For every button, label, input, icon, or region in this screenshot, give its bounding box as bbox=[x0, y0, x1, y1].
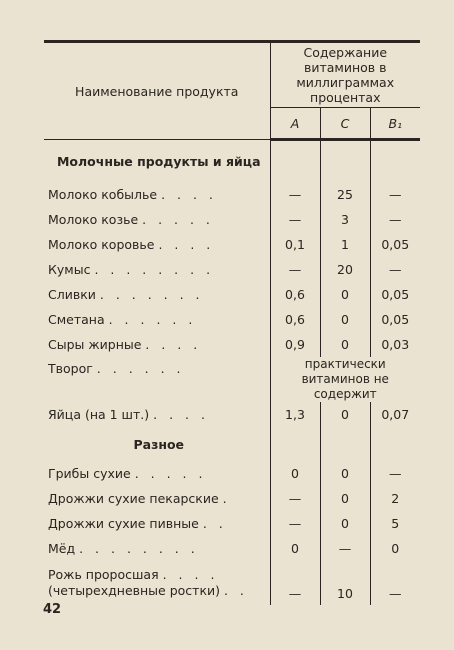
cell-b1: — bbox=[389, 187, 402, 202]
cell-c: 0 bbox=[320, 461, 370, 486]
table-row: Дрожжи сухие пивные . . — 0 5 bbox=[44, 511, 420, 536]
table-row: Молоко коровье . . . . 0,1 1 0,05 bbox=[44, 232, 420, 257]
header-vitamin-content: Содержание витаминов в миллиграммах процентах bbox=[270, 42, 420, 108]
cell-c: 0 bbox=[320, 282, 370, 307]
row-name: Грибы сухие bbox=[48, 466, 131, 481]
table-row: Молоко козье . . . . . — 3 — bbox=[44, 207, 420, 232]
cell-a: — bbox=[288, 187, 302, 202]
cell-b1: — bbox=[389, 262, 402, 277]
cell-c: 0 bbox=[320, 332, 370, 357]
cell-a: 0 bbox=[291, 466, 299, 481]
table-row: Сыры жирные . . . . 0,9 0 0,03 bbox=[44, 332, 420, 357]
table-row: Сметана . . . . . . 0,6 0 0,05 bbox=[44, 307, 420, 332]
cell-b1: 0,07 bbox=[381, 407, 410, 422]
cell-c: 0 bbox=[320, 307, 370, 332]
cell-c: 10 bbox=[320, 561, 370, 605]
cell-b1: — bbox=[389, 466, 402, 481]
row-name: Молоко козье bbox=[48, 212, 139, 227]
table-row: Яйца (на 1 шт.) . . . . 1,3 0 0,07 bbox=[44, 402, 420, 427]
cell-a: — bbox=[288, 262, 302, 277]
row-name: Сыры жирные bbox=[48, 337, 142, 352]
cell-b1: 5 bbox=[391, 516, 400, 531]
cell-b1: 2 bbox=[391, 491, 400, 506]
row-name: Сметана bbox=[48, 312, 105, 327]
cell-c: — bbox=[320, 536, 370, 561]
section-title: Молочные продукты и яйца bbox=[44, 140, 270, 183]
cell-b1: 0 bbox=[391, 541, 400, 556]
cell-b1: — bbox=[389, 212, 402, 227]
row-name-line1: Рожь проросшая bbox=[48, 567, 159, 582]
cell-a: — bbox=[288, 212, 302, 227]
row-name: Молоко кобылье bbox=[48, 187, 158, 202]
cell-b1: 0,05 bbox=[381, 287, 410, 302]
cell-c: 25 bbox=[320, 182, 370, 207]
table-row: Кумыс . . . . . . . . — 20 — bbox=[44, 257, 420, 282]
row-name: Творог bbox=[48, 361, 93, 376]
cell-c: 3 bbox=[320, 207, 370, 232]
table-row: Сливки . . . . . . . 0,6 0 0,05 bbox=[44, 282, 420, 307]
row-name: Молоко коровье bbox=[48, 237, 155, 252]
row-name: Сливки bbox=[48, 287, 96, 302]
section-title: Разное bbox=[44, 427, 270, 461]
table-row: Творог . . . . . . практически витаминов не содержит bbox=[44, 357, 420, 402]
cell-b1: 0,05 bbox=[381, 237, 410, 252]
table-row: Грибы сухие . . . . . 0 0 — bbox=[44, 461, 420, 486]
header-col-a: А bbox=[270, 108, 320, 140]
cell-a: — bbox=[288, 516, 302, 531]
cell-a: 0,9 bbox=[285, 337, 305, 352]
page-number: 42 bbox=[43, 602, 62, 617]
cell-a: 0,6 bbox=[285, 312, 305, 327]
header-col-b1: B₁ bbox=[370, 108, 420, 140]
header-col-c: С bbox=[320, 108, 370, 140]
cell-c: 1 bbox=[320, 232, 370, 257]
cell-b1: — bbox=[389, 586, 402, 601]
vitamin-table bbox=[44, 40, 420, 605]
cell-a: — bbox=[288, 586, 302, 601]
row-name: Кумыс bbox=[48, 262, 91, 277]
cell-a: 1,3 bbox=[285, 407, 305, 422]
row-name: Мёд bbox=[48, 541, 76, 556]
cell-c: 0 bbox=[320, 402, 370, 427]
cell-c: 0 bbox=[320, 486, 370, 511]
row-note: практически витаминов не содержит bbox=[301, 357, 389, 401]
cell-b1: 0,03 bbox=[381, 337, 410, 352]
cell-a: 0,6 bbox=[285, 287, 305, 302]
row-name: Яйца (на 1 шт.) bbox=[48, 407, 150, 422]
table-row: Дрожжи сухие пекарские . — 0 2 bbox=[44, 486, 420, 511]
cell-c: 0 bbox=[320, 511, 370, 536]
row-name: Дрожжи сухие пивные bbox=[48, 516, 199, 531]
cell-a: — bbox=[288, 491, 302, 506]
row-name: Дрожжи сухие пекарские bbox=[48, 491, 219, 506]
table-row: Мёд . . . . . . . . 0 — 0 bbox=[44, 536, 420, 561]
table-row: Рожь проросшая . . . . (четырехдневные ростки) . . — 10 — bbox=[44, 561, 420, 605]
cell-a: 0 bbox=[291, 541, 299, 556]
row-name-line2: (четырехдневные ростки) bbox=[48, 583, 220, 598]
cell-c: 20 bbox=[320, 257, 370, 282]
table-row: Молоко кобылье . . . . — 25 — bbox=[44, 182, 420, 207]
header-product-name: Наименование продукта bbox=[44, 42, 270, 140]
cell-a: 0,1 bbox=[285, 237, 305, 252]
cell-b1: 0,05 bbox=[381, 312, 410, 327]
